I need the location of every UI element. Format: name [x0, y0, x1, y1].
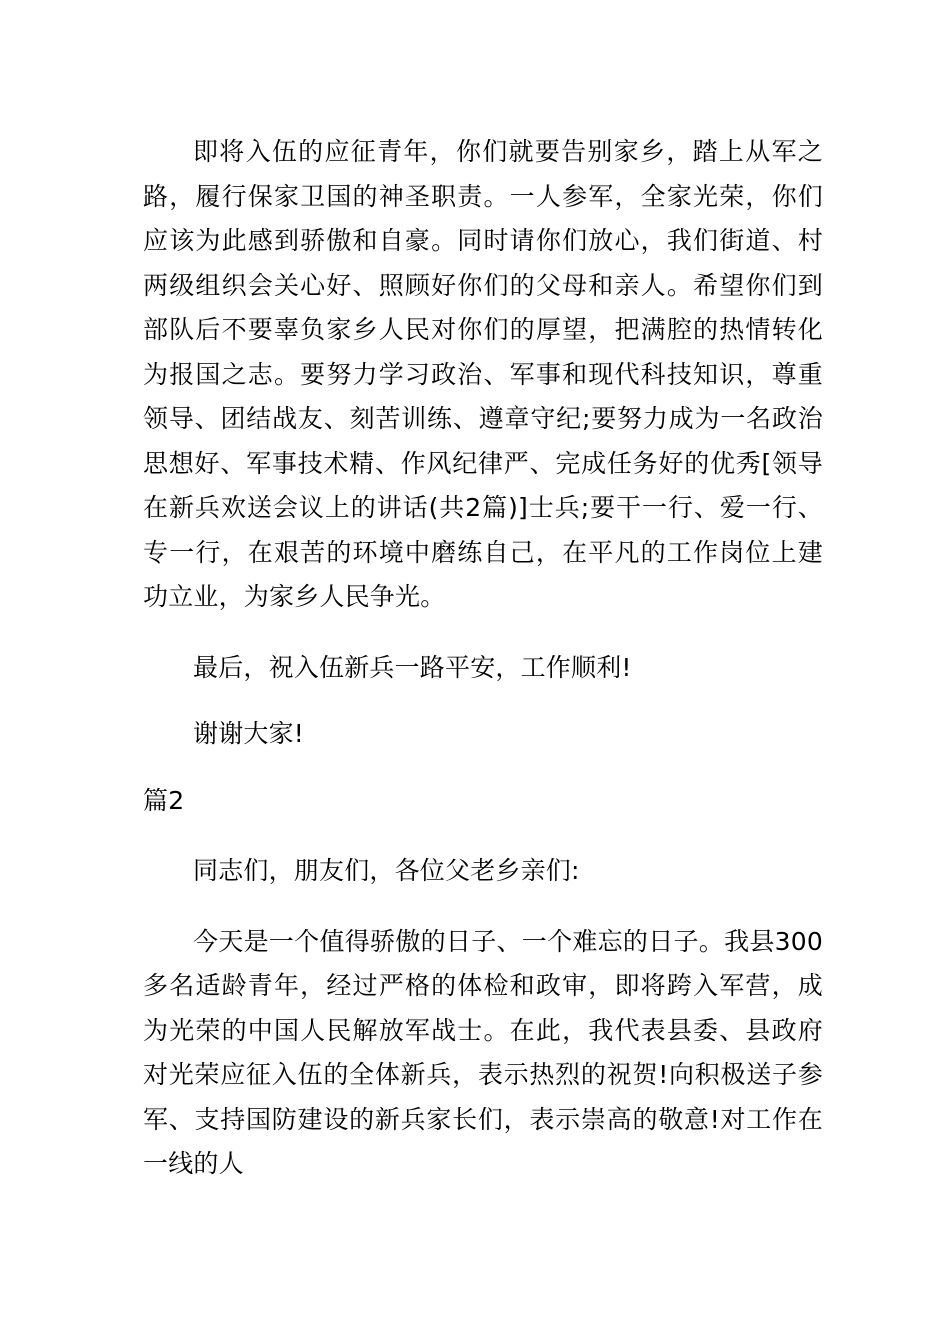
paragraph-thanks: 谢谢大家!: [193, 719, 305, 748]
paragraph-section2-body: 今天是一个值得骄傲的日子、一个难忘的日子。我县300多名适龄青年，经过严格的体检和政审，即将跨入军营，成为光荣的中国人民解放军战士。在此，我代表县委、县政府对光荣应征入伍的全体新兵，表示热烈的祝贺!向积极送子参军、支持国防建设的新兵家长们，表示崇高的敬意!对工作在一线的人: [143, 926, 823, 1178]
paragraph-salutation: 同志们，朋友们，各位父老乡亲们:: [193, 856, 580, 885]
section-heading: 篇2: [143, 785, 185, 815]
document-body: [143, 130, 823, 1187]
paragraph-send-off-message: 即将入伍的应征青年，你们就要告别家乡，踏上从军之路，履行保家卫国的神圣职责。一人参军，全家光荣，你们应该为此感到骄傲和自豪。同时请你们放心，我们街道、村两级组织会关心好、照顾好你们的父母和亲人。希望你们到部队后不要辜负家乡人民对你们的厚望，把满腔的热情转化为报国之志。要努力学习政治、军事和现代科技知识，尊重领导、团结战友、刻苦训练、遵章守纪;要努力成为一名政治思想好、军事技术精、作风纪律严、完成任务好的优秀[领导在新兵欢送会议上的讲话(共2篇)]士兵;要干一行、爱一行、专一行，在艰苦的环境中磨练自己，在平凡的工作岗位上建功立业，为家乡人民争光。: [143, 137, 823, 611]
paragraph-closing-wish: 最后，祝入伍新兵一路平安，工作顺利!: [193, 652, 632, 682]
